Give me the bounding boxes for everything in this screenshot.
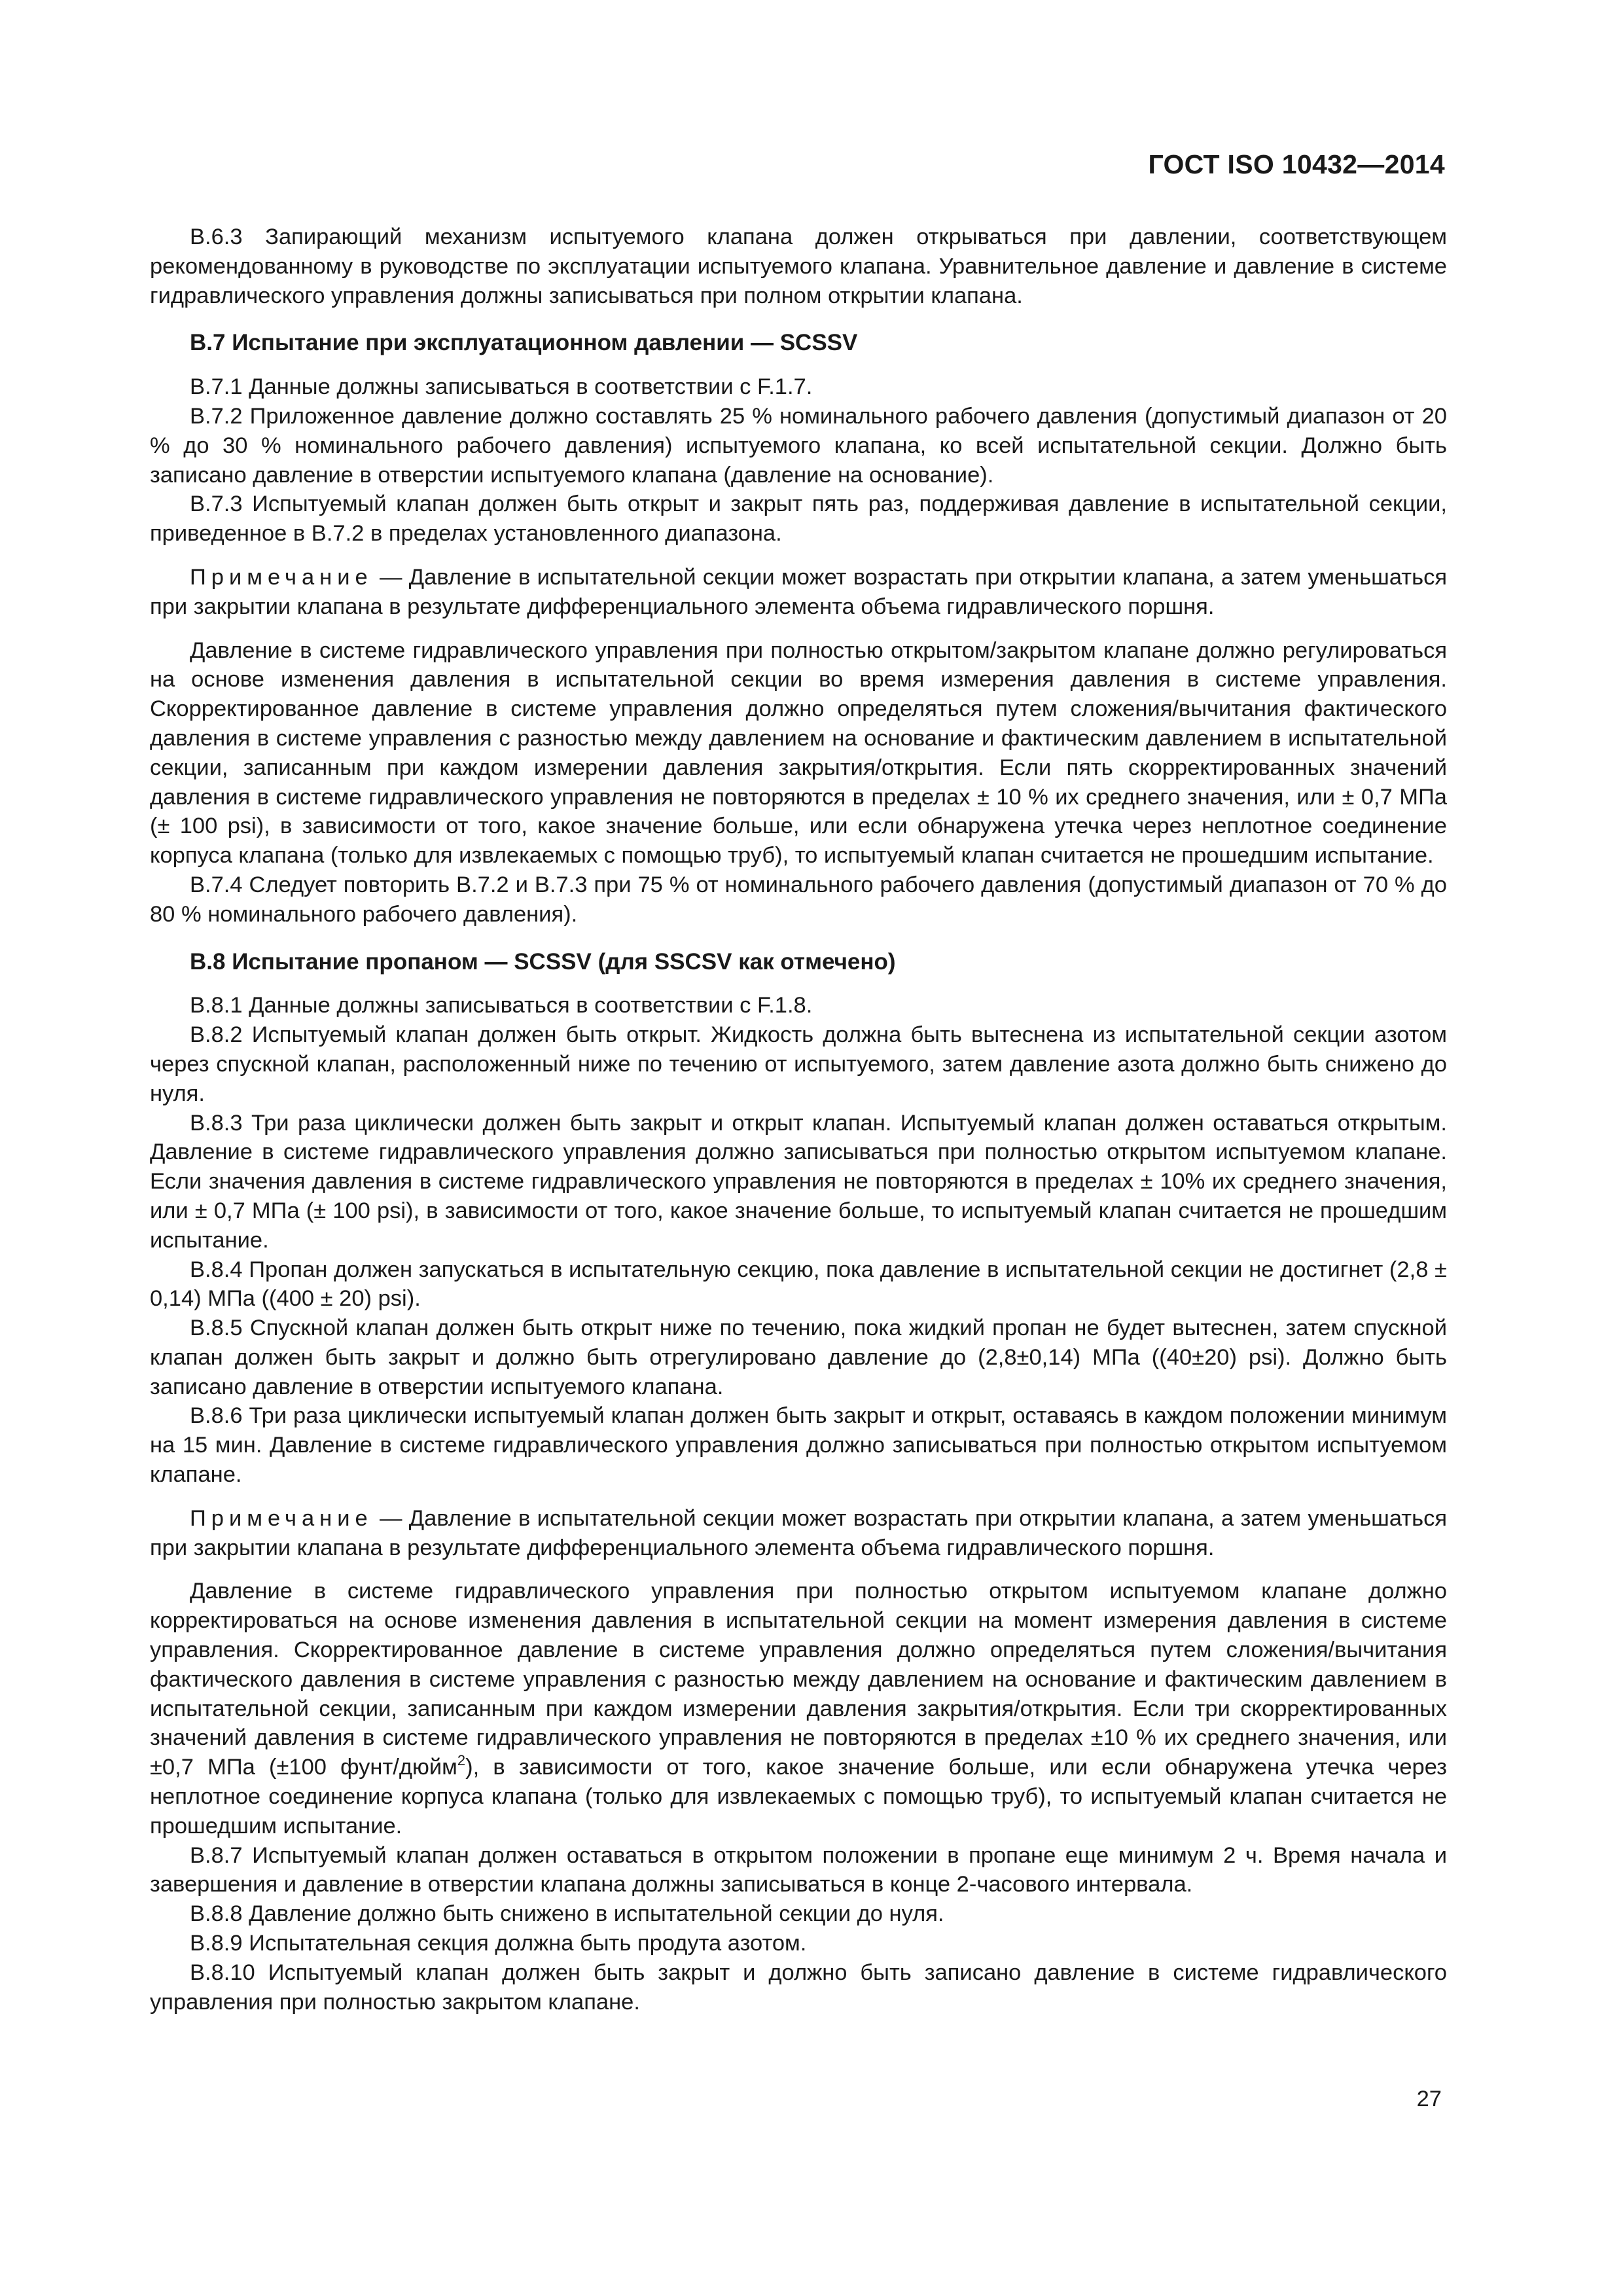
paragraph-b8-10: B.8.10 Испытуемый клапан должен быть закрыт и должно быть записано давление в системе гидравлического управления при полностью закрытом клапане. (150, 1960, 1447, 2015)
paragraph-b8-7: B.8.7 Испытуемый клапан должен оставаться в открытом положении в пропане еще минимум 2 ч. Время начала и завершения и давление в отверстии клапана должны записываться в конце 2-часового интервала. (150, 1842, 1447, 1897)
paragraph-b8-correction (150, 1577, 1447, 1840)
paragraph-b7-correction: Давление в системе гидравлического управления при полностью открытом/закрытом клапане должно регулироваться на основе изменения давления в испытательной секции во время измерения давления в системе управления. Скорректированное давление в системе управления должно определяться путем сложения/вычитания фактического давления в системе управления с разностью между давлением на основание и фактическим давлением в испытательной секции, записанным при каждом измерении давления закрытия/открытия. Если пять скорректированных значений давления в системе гидравлического управления не повторяются в пределах ± 10 % их среднего значения, или ± 0,7 МПа (± 100 psi), в зависимости от того, какое значение больше, или если обнаружена утечка через неплотное соединение корпуса клапана (только для извлекаемых с помощью труб), то испытуемый клапан считается не прошедшим испытание. (150, 637, 1447, 869)
page-number: 27 (1416, 2087, 1442, 2111)
note-text: — Давление в испытательной секции может возрастать при открытии клапана, а затем уменьшаться при закрытии клапана в результате дифференциального элемента объема гидравлического поршня. (150, 1505, 1447, 1560)
paragraph-b8-1: B.8.1 Данные должны записываться в соответствии с F.1.8. (190, 993, 813, 1018)
paragraph-b8-4: B.8.4 Пропан должен запускаться в испытательную секцию, пока давление в испытательной секции не достигнет (2,8 ± 0,14) МПа ((400 ± 20) psi). (150, 1257, 1447, 1312)
note-label: Примечание (190, 1505, 373, 1531)
paragraph-b7-1: B.7.1 Данные должны записываться в соответствии с F.1.7. (190, 374, 813, 400)
document-id-header: ГОСТ ISO 10432—2014 (1148, 149, 1445, 179)
paragraph-b8-8: B.8.8 Давление должно быть снижено в испытательной секции до нуля. (190, 1901, 944, 1927)
paragraph-b8-correction-part2: ), в зависимости от того, какое значение больше, или если обнаружена утечка через неплотное соединение корпуса клапана (только для извлекаемых с помощью труб), то испытуемый клапан считается не прошедшим испытание. (150, 1755, 1447, 1839)
paragraph-b7-3: B.7.3 Испытуемый клапан должен быть открыт и закрыт пять раз, поддерживая давление в испытательной секции, приведенное в B.7.2 в пределах установленного диапазона. (150, 492, 1447, 547)
superscript-exponent: 2 (457, 1752, 466, 1769)
paragraph-b8-2: B.8.2 Испытуемый клапан должен быть открыт. Жидкость должна быть вытеснена из испытательной секции азотом через спускной клапан, расположенный ниже по течению от испытуемого, затем давление азота должно быть снижено до нуля. (150, 1022, 1447, 1106)
paragraph-b8-correction-part1: Давление в системе гидравлического управления при полностью открытом испытуемом клапане должно корректироваться на основе изменения давления в испытательной секции на момент измерения давления в системе управления. Скорректированное давление в системе управления должно определяться путем сложения/вычитания фактического давления в системе управления с разностью между давлением на основание и фактическим давлением в испытательной секции, записанным при каждом измерении давления закрытия/открытия. Если три скорректированных значений давления в системе гидравлического управления не повторяются в пределах ±10 % их среднего значения, или ±0,7 МПа (±100 фунт/дюйм (150, 1579, 1447, 1780)
paragraph-b7-2: B.7.2 Приложенное давление должно составлять 25 % номинального рабочего давления (допустимый диапазон от 20 % до 30 % номинального рабочего давления) испытуемого клапана, ко всей испытательной секции. Должно быть записано давление в отверстии испытуемого клапана (давление на основание). (150, 403, 1447, 488)
paragraph-b8-6: B.8.6 Три раза циклически испытуемый клапан должен быть закрыт и открыт, оставаясь в каждом положении минимум на 15 мин. Давление в системе гидравлического управления должно записываться при полностью открытом испытуемом клапане. (150, 1403, 1447, 1488)
paragraph-b8-5: B.8.5 Спускной клапан должен быть открыт ниже по течению, пока жидкий пропан не будет вытеснен, затем спускной клапан должен быть закрыт и должно быть отрегулировано давление до (2,8±0,14) МПа ((40±20) psi). Должно быть записано давление в отверстии испытуемого клапана. (150, 1316, 1447, 1399)
page-content (150, 223, 1447, 2017)
heading-b8: B.8 Испытание пропаном — SCSSV (для SSCSV как отмечено) (190, 948, 896, 975)
note-label: Примечание (190, 564, 373, 590)
note-b7 (150, 563, 1447, 622)
note-text: — Давление в испытательной секции может возрастать при открытии клапана, а затем уменьшаться при закрытии клапана в результате дифференциального элемента объема гидравлического поршня. (150, 564, 1447, 619)
note-b8 (150, 1504, 1447, 1563)
paragraph-b8-3: B.8.3 Три раза циклически должен быть закрыт и открыт клапан. Испытуемый клапан должен оставаться открытым. Давление в системе гидравлического управления должно записываться при полностью открытом испытуемом клапане. Если значения давления в системе гидравлического управления не повторяются в пределах ± 10% их среднего значения, или ± 0,7 МПа (± 100 psi), в зависимости от того, какое значение больше, то испытуемый клапан считается не прошедшим испытание. (150, 1110, 1447, 1253)
paragraph-b6-3: B.6.3 Запирающий механизм испытуемого клапана должен открываться при давлении, соответствующем рекомендованному в руководстве по эксплуатации испытуемого клапана. Уравнительное давление и давление в системе гидравлического управления должны записываться при полном открытии клапана. (150, 224, 1447, 308)
paragraph-b8-9: B.8.9 Испытательная секция должна быть продута азотом. (190, 1931, 807, 1956)
paragraph-b7-4: B.7.4 Следует повторить B.7.2 и B.7.3 при 75 % от номинального рабочего давления (допустимый диапазон от 70 % до 80 % номинального рабочего давления). (150, 872, 1447, 927)
heading-b7: B.7 Испытание при эксплуатационном давлении — SCSSV (190, 330, 858, 356)
